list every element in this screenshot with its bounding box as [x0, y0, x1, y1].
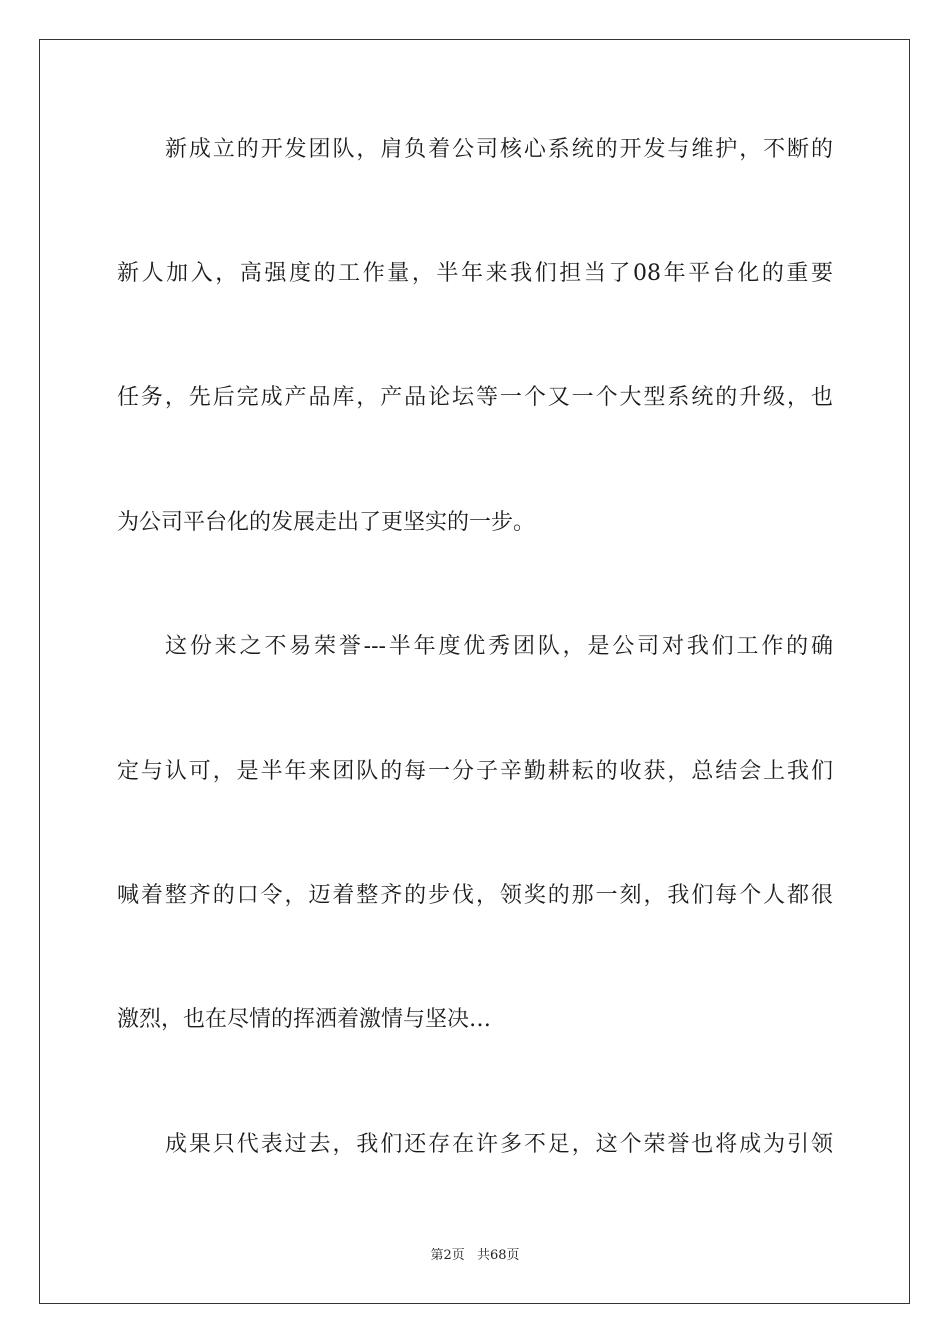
paragraph-1-line-3: 任务，先后完成产品库，产品论坛等一个又一个大型系统的升级，也	[117, 385, 833, 410]
paragraph-2-line-3: 喊着整齐的口令，迈着整齐的步伐，领奖的那一刻，我们每个人都很	[117, 883, 833, 908]
page-border	[39, 39, 910, 1304]
paragraph-3-line-1: 成果只代表过去，我们还存在许多不足，这个荣誉也将成为引领	[165, 1132, 833, 1157]
page-number: 第2页	[430, 1248, 465, 1263]
paragraph-2-line-1: 这份来之不易荣誉---半年度优秀团队，是公司对我们工作的确	[165, 634, 833, 659]
paragraph-1-line-4: 为公司平台化的发展走出了更坚实的一步。	[117, 510, 536, 535]
paragraph-1-line-2: 新人加入，高强度的工作量，半年来我们担当了08年平台化的重要	[117, 261, 833, 286]
paragraph-2-line-4: 激烈，也在尽情的挥洒着激情与坚决…	[117, 1007, 492, 1032]
page-footer	[0, 1247, 950, 1265]
paragraph-2-line-2: 定与认可，是半年来团队的每一分子辛勤耕耘的收获，总结会上我们	[117, 759, 833, 784]
paragraph-1-line-1: 新成立的开发团队，肩负着公司核心系统的开发与维护，不断的	[165, 137, 833, 162]
page-total: 共68页	[476, 1248, 520, 1263]
